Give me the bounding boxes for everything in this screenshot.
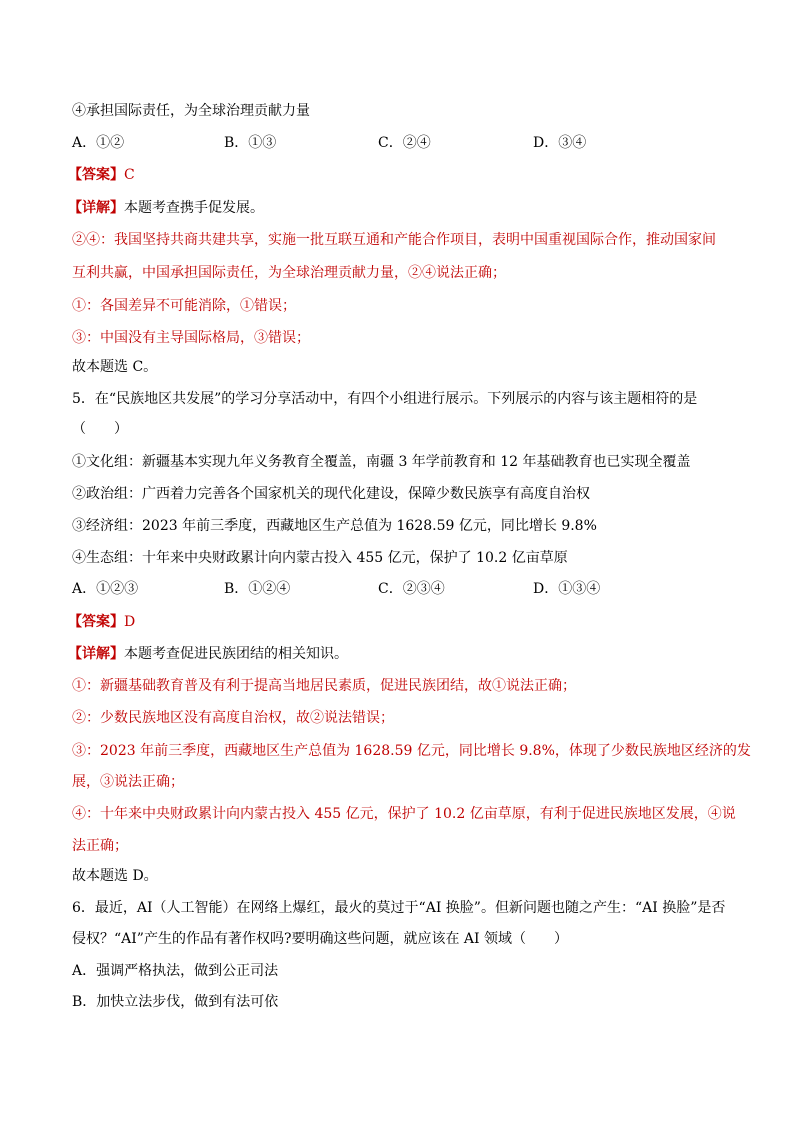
- q4-detail: [68, 198, 264, 218]
- q4-option-d: D．③④: [533, 135, 587, 151]
- q5-option-c: C．②③④: [378, 581, 445, 597]
- q5-item-1: ①文化组：新疆基本实现九年义务教育全覆盖，南疆 3 年学前教育和 12 年基础教育也已实现全覆盖: [72, 454, 691, 470]
- q4-conclusion: 故本题选 C。: [72, 359, 158, 375]
- q4-answer-value: C: [124, 167, 135, 183]
- q4-answer: [68, 165, 135, 185]
- q5-option-d: D．①③④: [533, 581, 601, 597]
- q4-analysis-line-3: ①：各国差异不可能消除，①错误；: [72, 298, 296, 314]
- q5-conclusion: 故本题选 D。: [72, 868, 158, 884]
- q6-option-b: B．加快立法步伐，做到有法可依: [72, 994, 279, 1010]
- q5-detail: [68, 644, 348, 664]
- q5-option-b: B．①②④: [224, 581, 291, 597]
- q5-analysis-line-2: ②：少数民族地区没有高度自治权，故②说法错误；: [72, 710, 394, 726]
- q5-answer-value: D: [124, 614, 136, 630]
- q5-answer: [68, 612, 135, 632]
- q4-option-b: B．①③: [224, 135, 277, 151]
- q5-item-3: ③经济组：2023 年前三季度，西藏地区生产总值为 1628.59 亿元，同比增长 9.8%: [72, 518, 597, 534]
- q4-detail-tag: 【详解】: [68, 200, 124, 216]
- q5-analysis-line-1: ①：新疆基础教育普及有利于提高当地居民素质，促进民族团结，故①说法正确；: [72, 678, 576, 694]
- q5-analysis-line-4: 展，③说法正确；: [72, 774, 184, 790]
- q4-analysis-line-1: ②④：我国坚持共商共建共享，实施一批互联互通和产能合作项目，表明中国重视国际合作，推动国家间: [72, 232, 716, 248]
- q4-options: [72, 133, 722, 153]
- q6-stem-line-1: 6．最近，AI（人工智能）在网络上爆红，最火的莫过于“AI 换脸”。但新问题也随之产生：“AI 换脸”是否: [72, 900, 726, 916]
- q4-answer-tag: 【答案】: [68, 167, 124, 183]
- q6-option-a: A．强调严格执法，做到公正司法: [72, 963, 279, 979]
- q5-item-2: ②政治组：广西着力完善各个国家机关的现代化建设，保障少数民族享有高度自治权: [72, 486, 590, 502]
- q5-options: [72, 579, 722, 599]
- q5-analysis-line-5: ④：十年来中央财政累计向内蒙古投入 455 亿元，保护了 10.2 亿亩草原，有利于促进民族地区发展，④说: [72, 806, 736, 822]
- q5-detail-tag: 【详解】: [68, 646, 124, 662]
- q5-stem-line-2: （ ）: [72, 421, 128, 437]
- q4-item-4: ④承担国际责任，为全球治理贡献力量: [72, 103, 310, 119]
- q5-answer-tag: 【答案】: [68, 614, 124, 630]
- q6-stem-line-2: 侵权？“AI”产生的作品有著作权吗?要明确这些问题，就应该在 AI 领域（ ）: [72, 931, 569, 947]
- q5-analysis-line-6: 法正确；: [72, 838, 128, 854]
- q4-option-a: A．①②: [72, 135, 125, 151]
- q5-option-a: A．①②③: [72, 581, 139, 597]
- q4-option-c: C．②④: [378, 135, 431, 151]
- q5-item-4: ④生态组：十年来中央财政累计向内蒙古投入 455 亿元，保护了 10.2 亿亩草原: [72, 550, 568, 566]
- q5-stem-line-1: 5．在“民族地区共发展”的学习分享活动中，有四个小组进行展示。下列展示的内容与该主题相符的是: [72, 391, 698, 407]
- q5-detail-text: 本题考查促进民族团结的相关知识。: [124, 646, 348, 662]
- q4-analysis-line-4: ③：中国没有主导国际格局，③错误；: [72, 330, 310, 346]
- q4-detail-text: 本题考查携手促发展。: [124, 200, 264, 216]
- q4-analysis-line-2: 互利共赢，中国承担国际责任，为全球治理贡献力量，②④说法正确；: [72, 265, 506, 281]
- q5-analysis-line-3: ③：2023 年前三季度，西藏地区生产总值为 1628.59 亿元，同比增长 9.8%，体现了少数民族地区经济的发: [72, 743, 751, 759]
